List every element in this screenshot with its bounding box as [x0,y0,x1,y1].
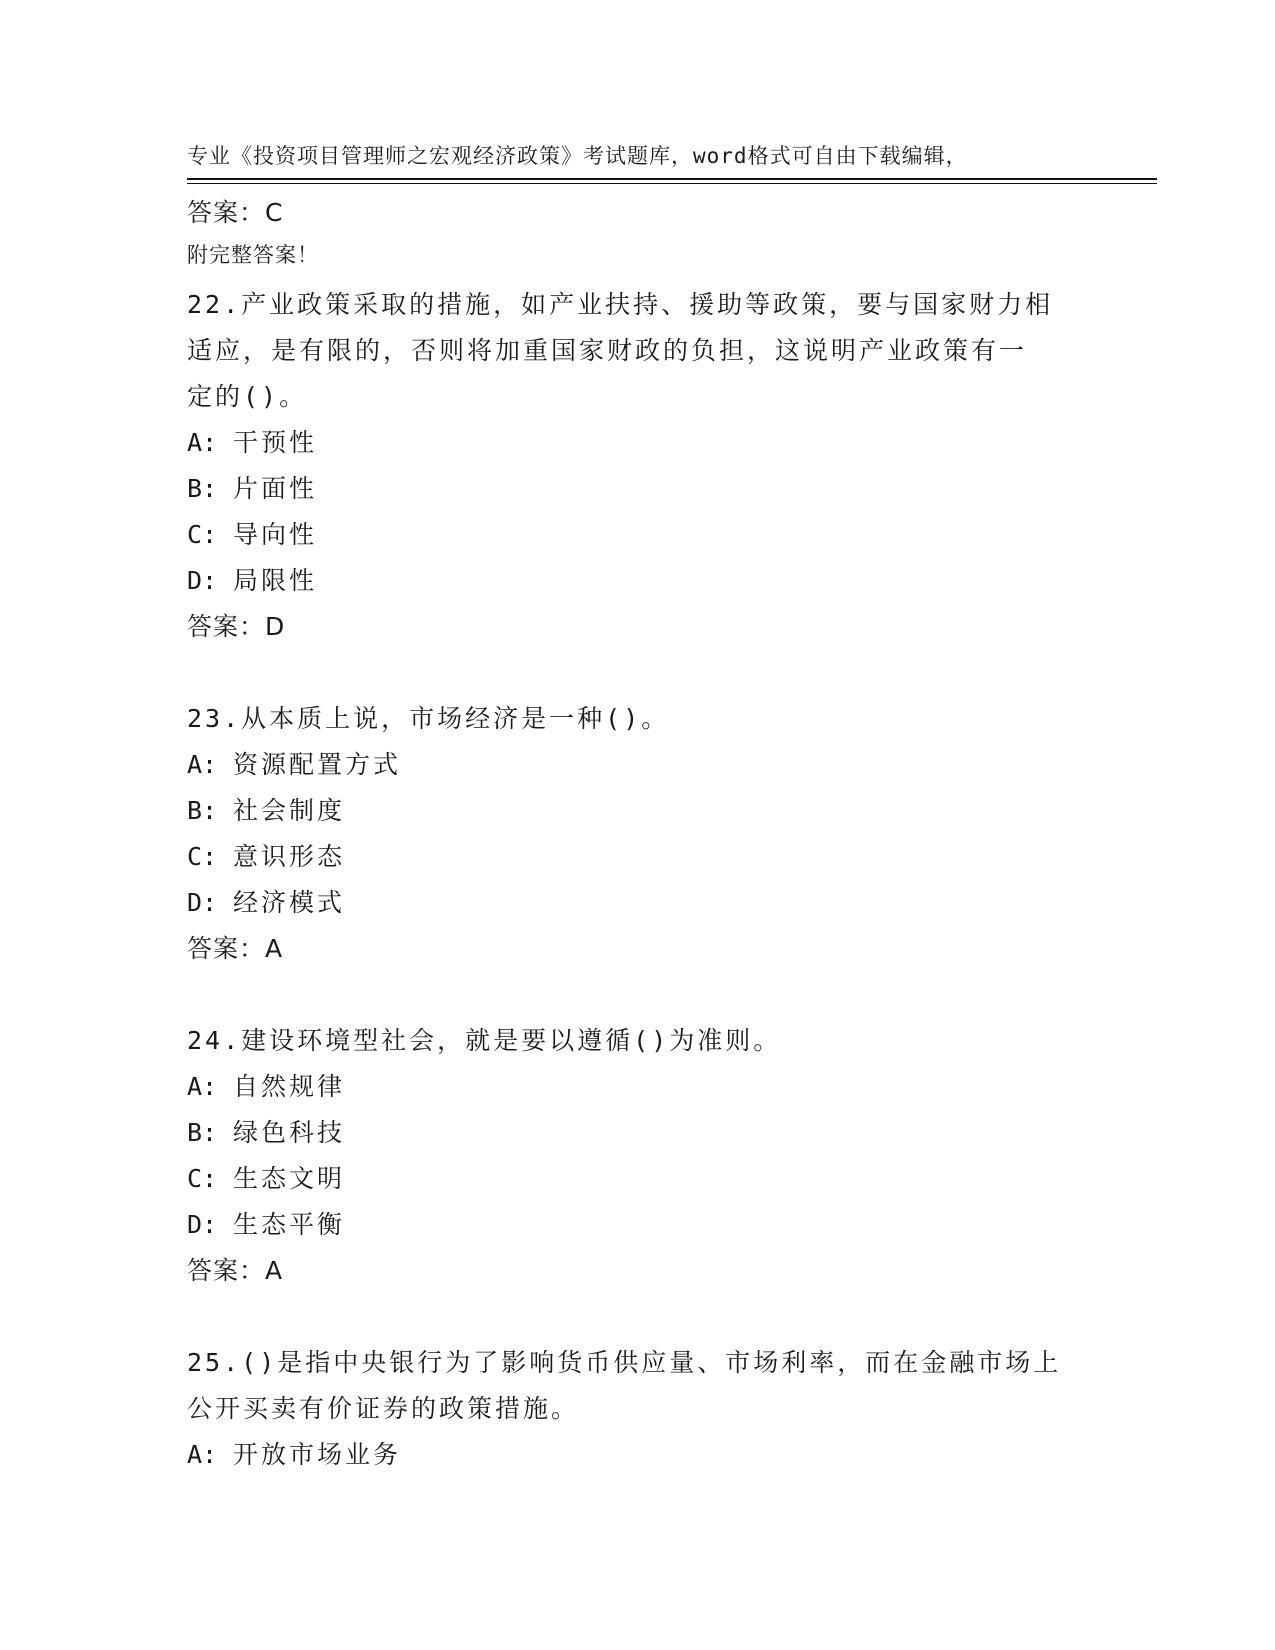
option-a [187,1064,1087,1110]
header-divider-thick [187,178,1157,180]
answer-line: 答案：A [187,934,284,963]
option-text: 开放市场业务 [233,1440,402,1469]
answer-line: 答案：D [187,612,286,641]
option-c [187,512,1087,558]
stem-line: 定的()。 [187,382,308,411]
question-24 [187,1018,1087,1294]
option-b [187,1110,1087,1156]
option-c [187,1156,1087,1202]
option-text: 意识形态 [233,842,346,871]
header-line-2: 附完整答案！ [187,243,319,267]
option-text: 经济模式 [233,888,346,917]
option-key: A: [187,1440,218,1469]
option-text: 生态文明 [233,1164,346,1193]
option-a [187,742,1087,788]
header-divider-thin [187,183,1157,184]
option-key: B: [187,1118,218,1147]
option-text: 社会制度 [233,796,346,825]
stem-line: 公开买卖有价证券的政策措施。 [187,1394,580,1423]
stem-line: 23.从本质上说，市场经济是一种()。 [187,704,670,733]
question-23 [187,696,1087,972]
option-text: 片面性 [233,474,318,503]
option-a [187,1432,1087,1478]
option-text: 局限性 [233,566,318,595]
option-key: C: [187,1164,218,1193]
option-b [187,788,1087,834]
question-stem [187,1340,1087,1432]
option-key: B: [187,796,218,825]
option-text: 资源配置方式 [233,750,402,779]
option-d [187,1202,1087,1248]
option-key: C: [187,842,218,871]
option-d [187,558,1087,604]
question-25 [187,1340,1087,1478]
option-key: A: [187,1072,218,1101]
option-key: C: [187,520,218,549]
answer-line: 答案：A [187,1256,284,1285]
stem-line: 适应，是有限的，否则将加重国家财政的负担，这说明产业政策有一 [187,336,1028,365]
option-key: D: [187,888,218,917]
option-a [187,420,1087,466]
option-text: 导向性 [233,520,318,549]
option-b [187,466,1087,512]
stem-line: 22.产业政策采取的措施，如产业扶持、援助等政策，要与国家财力相 [187,290,1054,319]
option-text: 自然规律 [233,1072,346,1101]
question-22 [187,282,1087,650]
stem-line: 25.()是指中央银行为了影响货币供应量、市场利率，而在金融市场上 [187,1348,1062,1377]
question-list [187,190,1087,1478]
answer-line: 答案：C [187,198,284,227]
option-key: A: [187,428,218,457]
option-text: 绿色科技 [233,1118,346,1147]
question-stem [187,696,1087,742]
option-key: D: [187,566,218,595]
option-text: 干预性 [233,428,318,457]
option-key: A: [187,750,218,779]
option-text: 生态平衡 [233,1210,346,1239]
question-stem [187,1018,1087,1064]
stem-line: 24.建设环境型社会，就是要以遵循()为准则。 [187,1026,782,1055]
option-c [187,834,1087,880]
header-line-1: 专业《投资项目管理师之宏观经济政策》考试题库，word格式可自由下载编辑， [187,144,968,168]
question-stem [187,282,1087,420]
option-d [187,880,1087,926]
option-key: B: [187,474,218,503]
option-key: D: [187,1210,218,1239]
